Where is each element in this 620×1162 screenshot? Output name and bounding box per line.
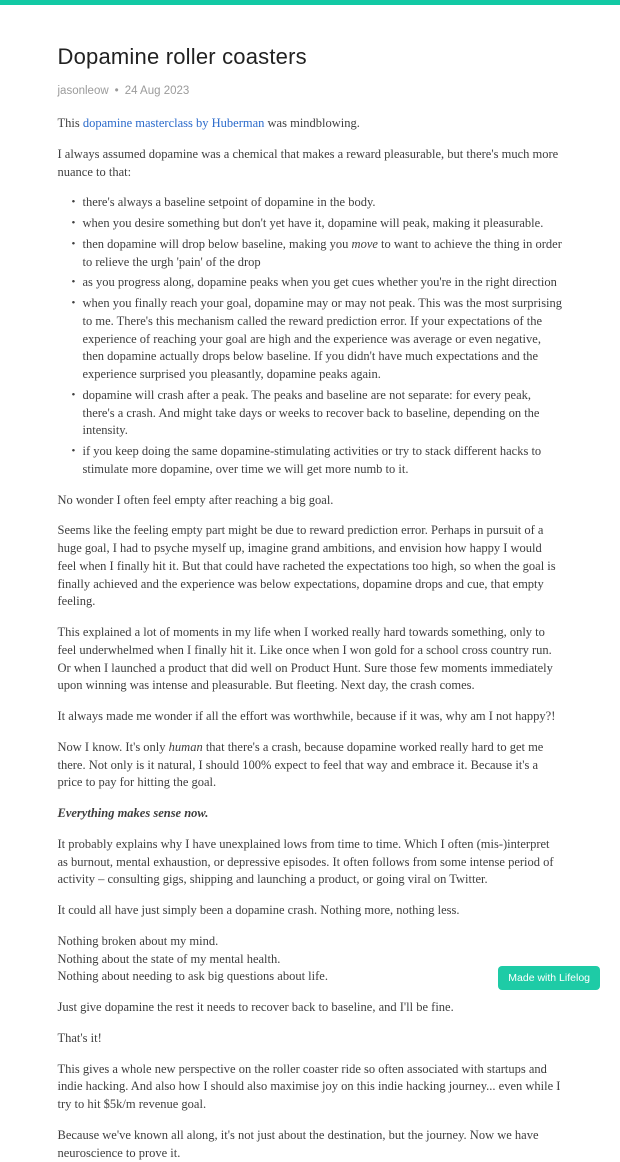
paragraph-feeling-empty: Seems like the feeling empty part might be due to reward prediction error. Perhaps in pursuit of a huge goal, I had to psyche myself up, imagine grand ambitions, and envision how happy I would feel when I finally hit it. But that could have racheted the expectations too high, so when the goal is finally achieved and the experience was below expectations, dopamine drops and cue, that empty feeling.	[57, 523, 556, 609]
list-item: • dopamine will crash after a peak. The peaks and baseline are not separate: for every peak, there's a crash. And might take days or weeks to recover back to baseline, depending on the intensity.	[72, 387, 563, 440]
paragraph-everything-makes-sense: Everything makes sense now.	[57, 806, 209, 820]
stanza-line: Nothing broken about my mind.	[57, 933, 219, 948]
post-body	[58, 115, 563, 1162]
paragraph-journey: Because we've known all along, it's not just about the destination, but the journey. Now we have neuroscience to prove it.	[57, 1127, 539, 1160]
page-title: Dopamine roller coasters	[57, 44, 307, 69]
list-item: • when you finally reach your goal, dopamine may or may not peak. This was the most surprising to me. There's this mechanism called the reward prediction error. If your expectations of the experience of reaching your goal are high and the experience was average or even negative, then dopamine actually drops below baseline. If you didn't have much expectations and the experience surprised you pleasantly, dopamine peaks again.	[72, 295, 563, 384]
paragraph-unexplained-lows: It probably explains why I have unexplained lows from time to time. Which I often (mis-)interpret as burnout, mental exhaustion, or depressive episodes. It often follows from some intense period of activity – consulting gigs, shipping and launching a product, or going viral on Twitter.	[57, 836, 554, 887]
paragraph-life-moments: This explained a lot of moments in my life when I worked really hard towards something, only to feel underwhelmed when I finally hit it. Like once when I won gold for a school cross country run. Or when I launched a product that did well on Product Hunt. Sure those few moments immediately upon winning was intense and pleasurable. But fleeting. Next day, the crash comes.	[57, 625, 553, 693]
list-item	[72, 236, 563, 272]
post-container	[58, 0, 563, 1162]
intro-text-post: was mindblowing.	[264, 116, 360, 130]
paragraph-wonder-effort: It always made me wonder if all the effort was worthwhile, because if it was, why am I not happy?!	[57, 709, 556, 723]
meta-separator-dot: •	[114, 85, 119, 97]
now-i-know-pre: Now I know. It's only	[57, 739, 169, 754]
huberman-masterclass-link[interactable]: dopamine masterclass by Huberman	[82, 116, 265, 130]
paragraph-now-i-know	[58, 739, 563, 792]
list-item: • when you desire something but don't yet have it, dopamine will peak, making it pleasurable.	[72, 215, 563, 233]
paragraph-rest: Just give dopamine the rest it needs to recover back to baseline, and I'll be fine.	[57, 1000, 454, 1014]
emphasis-move: move	[351, 236, 378, 251]
emphasis-human: human	[168, 739, 203, 754]
now-i-know-post: that there's a crash, because dopamine worked really hard to get me there. Not only is it natural, I should 100% expect to feel that way and embrace it. Because it's a price to pay for hitting the goal.	[57, 739, 544, 790]
paragraph-assumption: I always assumed dopamine was a chemical that makes a reward pleasurable, but there's much more nuance to that:	[57, 146, 559, 179]
paragraph-thats-it: That's it!	[57, 1030, 102, 1045]
paragraph-dopamine-crash: It could all have just simply been a dopamine crash. Nothing more, nothing less.	[57, 903, 460, 917]
stanza-line: Nothing about the state of my mental health.	[57, 951, 281, 966]
list-item: • if you keep doing the same dopamine-stimulating activities or try to stack different hacks to stimulate more dopamine, over time we will get more numb to it.	[72, 443, 563, 479]
stanza-line: Nothing about needing to ask big questions about life.	[57, 969, 328, 984]
intro-text-pre: This	[57, 116, 83, 130]
paragraph-new-perspective: This gives a whole new perspective on the roller coaster ride so often associated with startups and indie hacking. And also how I should also maximise joy on this indie hacking journey... even while I try to hit $5k/m revenue goal.	[57, 1061, 561, 1111]
list-item-text: then dopamine will drop below baseline, making you	[82, 236, 352, 251]
list-item-text: to want to achieve the thing in order to relieve the urgh 'pain' of the drop	[82, 236, 562, 269]
paragraph-intro	[58, 115, 563, 133]
dopamine-facts-list	[72, 194, 563, 478]
post-date: 24 Aug 2023	[124, 85, 190, 97]
accent-top-bar	[0, 0, 620, 5]
list-item: • there's always a baseline setpoint of dopamine in the body.	[72, 194, 563, 212]
list-item: • as you progress along, dopamine peaks when you get cues whether you're in the right direction	[72, 274, 563, 292]
made-with-lifelog-badge[interactable]: Made with Lifelog	[498, 966, 600, 990]
paragraph-no-wonder: No wonder I often feel empty after reaching a big goal.	[57, 492, 334, 507]
author-name: jasonleow	[57, 85, 109, 97]
post-meta	[58, 85, 563, 97]
